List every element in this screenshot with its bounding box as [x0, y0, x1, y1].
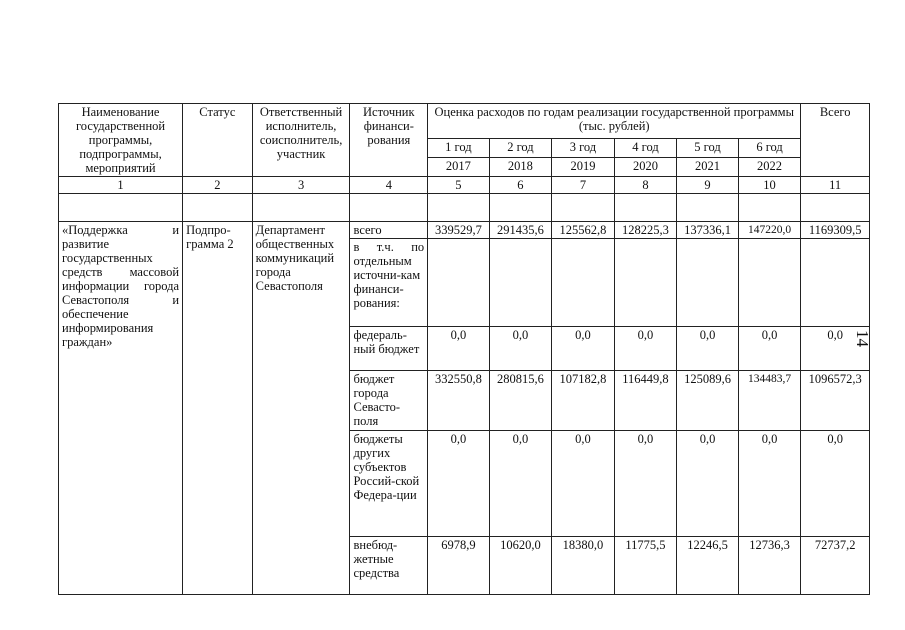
year-label: 2 год: [489, 138, 552, 157]
column-number: 5: [428, 177, 490, 194]
value-cell: 0,0: [801, 431, 870, 537]
program-responsible: Департамент общественных коммуникаций города Севастополя: [252, 222, 350, 595]
column-number: 1: [59, 177, 183, 194]
source-cell: в т.ч. по отдельным источни-кам финанси-рования:: [350, 239, 428, 327]
value-cell: [738, 239, 801, 327]
value-cell: [428, 239, 490, 327]
column-number-row: [59, 177, 870, 194]
value-cell: 137336,1: [677, 222, 739, 239]
value-cell: 11775,5: [614, 537, 677, 595]
page-number: 14: [853, 330, 872, 347]
value-cell: 12246,5: [677, 537, 739, 595]
value-cell: 72737,2: [801, 537, 870, 595]
value-cell: 1169309,5: [801, 222, 870, 239]
value-cell: [614, 239, 677, 327]
source-cell: бюджеты других субъектов Россий-ской Федера-ции: [350, 431, 428, 537]
value-cell: 0,0: [677, 327, 739, 371]
column-number: 8: [614, 177, 677, 194]
year-value: 2022: [738, 157, 801, 176]
value-cell: 0,0: [738, 431, 801, 537]
source-cell: бюджет города Севасто-поля: [350, 371, 428, 431]
value-cell: 0,0: [428, 327, 490, 371]
value-cell: 280815,6: [489, 371, 552, 431]
value-cell: 147220,0: [738, 222, 801, 239]
value-cell: 12736,3: [738, 537, 801, 595]
column-number: 2: [183, 177, 253, 194]
value-cell: 0,0: [552, 431, 615, 537]
value-cell: [801, 239, 870, 327]
column-number: 9: [677, 177, 739, 194]
source-cell: всего: [350, 222, 428, 239]
value-cell: 125089,6: [677, 371, 739, 431]
header-estimate-group: Оценка расходов по годам реализации государственной программы (тыс. рублей): [428, 104, 801, 139]
value-cell: [489, 239, 552, 327]
value-cell: 332550,8: [428, 371, 490, 431]
year-value: 2020: [614, 157, 677, 176]
year-value: 2021: [677, 157, 739, 176]
value-cell: 0,0: [738, 327, 801, 371]
value-cell: 10620,0: [489, 537, 552, 595]
value-cell: 1096572,3: [801, 371, 870, 431]
value-cell: 18380,0: [552, 537, 615, 595]
year-label: 5 год: [677, 138, 739, 157]
year-label: 1 год: [428, 138, 490, 157]
value-cell: 0,0: [614, 431, 677, 537]
column-number: 6: [489, 177, 552, 194]
value-cell: 0,0: [552, 327, 615, 371]
value-cell: 116449,8: [614, 371, 677, 431]
value-cell: 0,0: [428, 431, 490, 537]
source-cell: федераль-ный бюджет: [350, 327, 428, 371]
value-cell: 0,0: [489, 431, 552, 537]
value-cell: 339529,7: [428, 222, 490, 239]
header-total: Всего: [801, 104, 870, 177]
value-cell: 0,0: [801, 327, 870, 371]
value-cell: [677, 239, 739, 327]
header-source: Источник финанси-рования: [350, 104, 428, 177]
budget-table: [58, 103, 870, 595]
year-value: 2018: [489, 157, 552, 176]
empty-row: [59, 194, 870, 222]
header-name: Наименование государственной программы, подпрограммы, мероприятий: [59, 104, 183, 177]
header-responsible: Ответственный исполнитель, соисполнитель, участник: [252, 104, 350, 177]
value-cell: 291435,6: [489, 222, 552, 239]
source-cell: внебюд-жетные средства: [350, 537, 428, 595]
value-cell: 128225,3: [614, 222, 677, 239]
value-cell: 125562,8: [552, 222, 615, 239]
program-status: Подпро-грамма 2: [183, 222, 253, 595]
value-cell: [552, 239, 615, 327]
column-number: 4: [350, 177, 428, 194]
value-cell: 0,0: [677, 431, 739, 537]
column-number: 7: [552, 177, 615, 194]
program-name: «Поддержка и развитие государственных средств массовой информации города Севастополя и обеспечение информирования граждан»: [59, 222, 183, 595]
year-label: 6 год: [738, 138, 801, 157]
value-cell: 134483,7: [738, 371, 801, 431]
column-number: 3: [252, 177, 350, 194]
year-label: 3 год: [552, 138, 615, 157]
table-row: [59, 222, 870, 239]
column-number: 11: [801, 177, 870, 194]
year-label: 4 год: [614, 138, 677, 157]
value-cell: 0,0: [614, 327, 677, 371]
value-cell: 107182,8: [552, 371, 615, 431]
header-status: Статус: [183, 104, 253, 177]
year-value: 2019: [552, 157, 615, 176]
column-number: 10: [738, 177, 801, 194]
value-cell: 6978,9: [428, 537, 490, 595]
year-value: 2017: [428, 157, 490, 176]
value-cell: 0,0: [489, 327, 552, 371]
